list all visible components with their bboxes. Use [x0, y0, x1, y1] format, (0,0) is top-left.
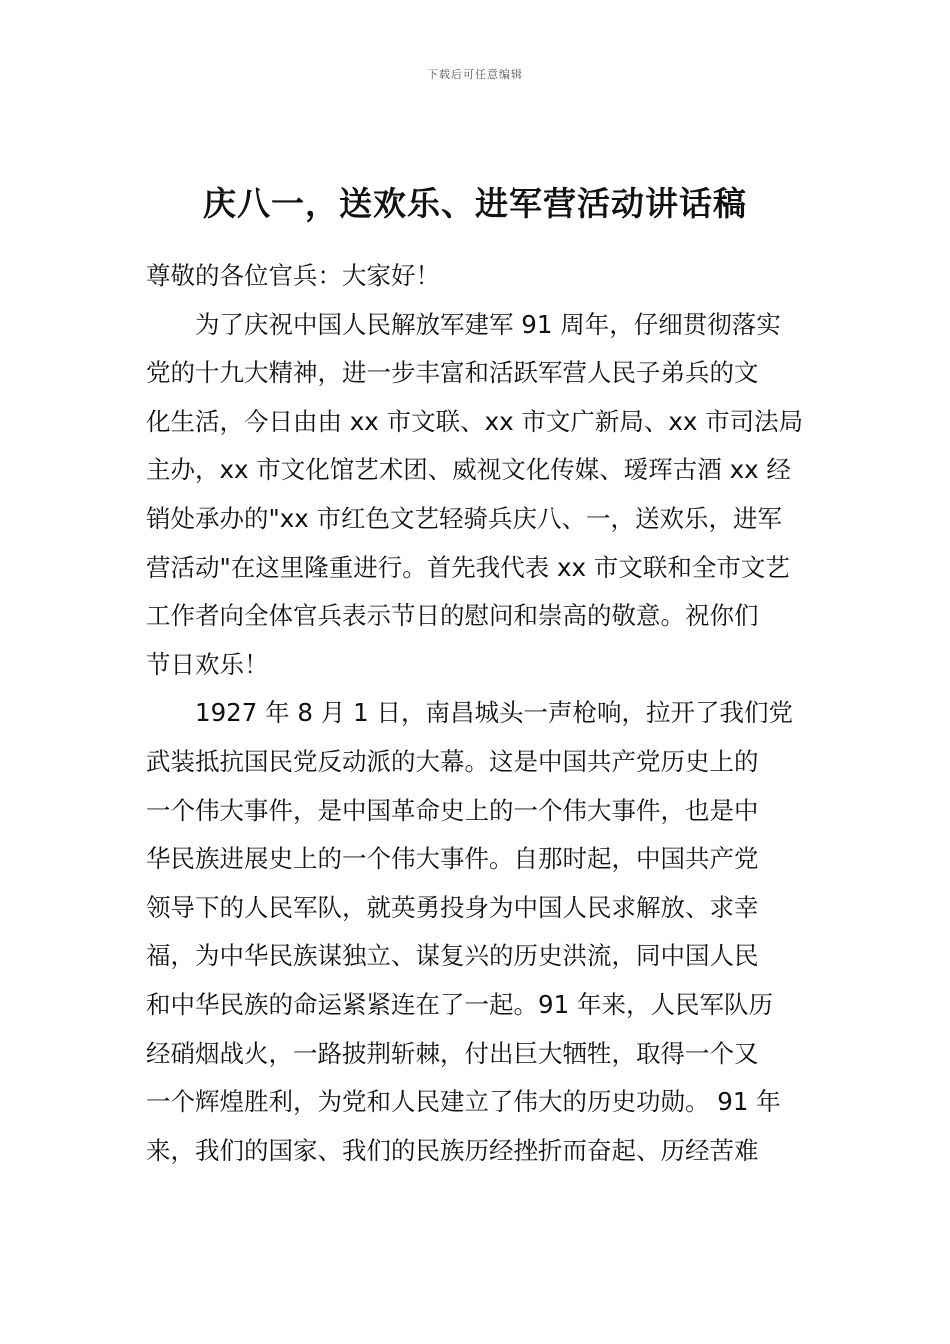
header-note: 下载后可任意编辑: [427, 68, 523, 81]
paragraph-line: 销处承办的"xx 市红色文艺轻骑兵庆八、一，送欢乐，进军: [146, 503, 783, 533]
paragraph-line: 领导下的人民军队，就英勇投身为中国人民求解放、求幸: [146, 892, 759, 922]
paragraph-line: 武装抵抗国民党反动派的大幕。这是中国共产党历史上的: [146, 746, 759, 776]
paragraph-line: 党的十九大精神，进一步丰富和活跃军营人民子弟兵的文: [146, 358, 759, 388]
paragraph-line: 华民族进展史上的一个伟大事件。自那时起，中国共产党: [146, 844, 759, 874]
greeting-line: 尊敬的各位官兵：大家好！: [146, 261, 440, 290]
paragraph-1: [146, 301, 806, 690]
paragraph-line: 营活动"在这里隆重进行。首先我代表 xx 市文联和全市文艺: [146, 552, 790, 582]
paragraph-line: 来，我们的国家、我们的民族历经挫折而奋起、历经苦难: [146, 1135, 759, 1165]
paragraph-line: 节日欢乐！: [146, 649, 269, 679]
paragraph-line: 福，为中华民族谋独立、谋复兴的历史洪流，同中国人民: [146, 941, 759, 971]
paragraph-line: 和中华民族的命运紧紧连在了一起。91 年来，人民军队历: [146, 989, 773, 1019]
paragraph-line: 化生活，今日由由 xx 市文联、xx 市文广新局、xx 市司法局: [146, 406, 804, 436]
document-title: 庆八一，送欢乐、进军营活动讲话稿: [203, 184, 747, 223]
paragraph-line: 主办，xx 市文化馆艺术团、威视文化传媒、瑷珲古酒 xx 经: [146, 455, 791, 485]
paragraph-line: 为了庆祝中国人民解放军建军 91 周年，仔细贯彻落实: [195, 309, 781, 339]
paragraph-line: 1927 年 8 月 1 日，南昌城头一声枪响，拉开了我们党: [195, 698, 793, 728]
paragraph-line: 经硝烟战火，一路披荆斩棘，付出巨大牺牲，取得一个又: [146, 1038, 759, 1068]
document-body: [146, 252, 806, 1175]
greeting: [146, 252, 806, 301]
paragraph-line: 一个伟大事件，是中国革命史上的一个伟大事件，也是中: [146, 795, 759, 825]
paragraph-line: 工作者向全体官兵表示节日的慰问和崇高的敬意。祝你们: [146, 601, 759, 631]
paragraph-2: [146, 689, 806, 1175]
paragraph-line: 一个辉煌胜利，为党和人民建立了伟大的历史功勋。 91 年: [146, 1087, 781, 1117]
